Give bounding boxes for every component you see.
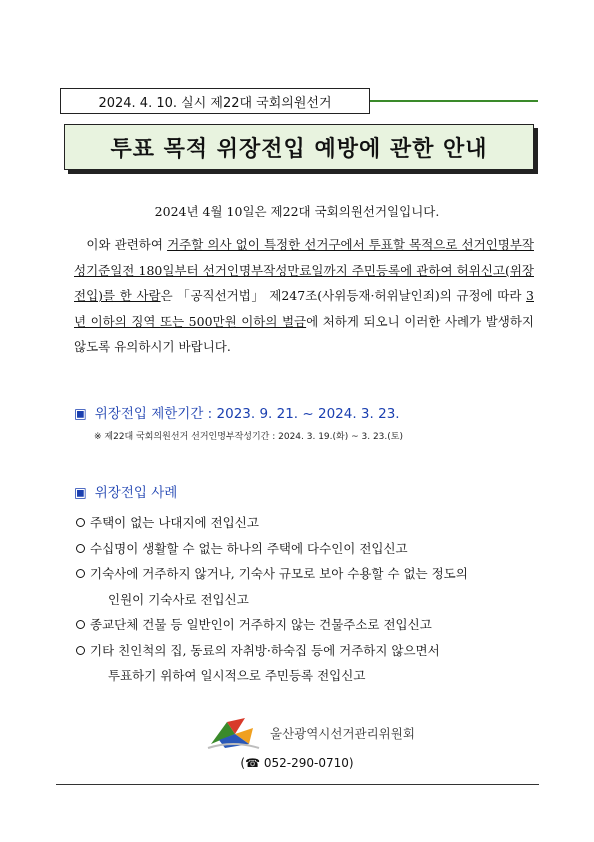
list-item: 종교단체 건물 등 일반인이 거주하지 않는 건물주소로 전입신고: [76, 612, 536, 638]
circle-bullet-icon: [76, 518, 85, 527]
list-item: 기타 친인척의 집, 동료의 자취방·하숙집 등에 거주하지 않으면서 투표하기 위하여 일시적으로 주민등록 전입신고: [76, 638, 536, 689]
list-item: 기숙사에 거주하지 않거나, 기숙사 규모로 보아 수용할 수 없는 정도의 인원이 기숙사로 전입신고: [76, 561, 536, 612]
restriction-period-text: 위장전입 제한기간 : 2023. 9. 21. ~ 2024. 3. 23.: [94, 406, 400, 422]
circle-bullet-icon: [76, 620, 85, 629]
election-date-banner: [60, 88, 370, 114]
circle-bullet-icon: [76, 569, 85, 578]
page-title: 투표 목적 위장전입 예방에 관한 안내: [110, 136, 488, 162]
penalty-text: 3년 이하의 징역 또는 500만원 이하의 벌금: [74, 288, 534, 329]
title-box: [64, 124, 534, 170]
election-date-line: 2024년 4월 10일은 제22대 국회의원선거일입니다.: [154, 204, 440, 219]
list-item: 수십명이 생활할 수 없는 하나의 주택에 다수인이 전입신고: [76, 536, 536, 562]
registration-period-note: ※ 제22대 국회의원선거 선거인명부작성기간 : 2024. 3. 19.(화) ~ 3. 23.(토): [94, 432, 403, 442]
notice-paragraph: [74, 232, 534, 360]
section-marker-icon: ▣: [74, 406, 87, 422]
list-item: 주택이 없는 나대지에 전입신고: [76, 510, 536, 536]
header-rule: [370, 100, 538, 102]
election-line: 2024. 4. 10. 실시 제22대 국회의원선거: [98, 95, 332, 111]
circle-bullet-icon: [76, 544, 85, 553]
cases-heading: [74, 481, 177, 501]
restriction-period-heading: [74, 402, 400, 422]
paragraph-mid: 은 「공직선거법」 제247조(사위등재·허위날인죄)의 규정에 따라: [160, 288, 527, 303]
cases-heading-text: 위장전입 사례: [94, 485, 178, 501]
offense-description: 거주할 의사 없이 특정한 선거구에서 투표할 목적으로 선거인명부작성기준일전 180일부터 선거인명부작성만료일까지 주민등록에 관하여 허위신고(위장전입)를 한 사람: [74, 237, 534, 303]
paragraph-tail: 에 처하게 되오니 이러한 사례가 발생하지 않도록 유의하시기 바랍니다.: [74, 313, 534, 354]
paragraph-lead: 이와 관련하여: [86, 237, 168, 252]
contact-phone: (☎ 052-290-0710): [240, 756, 354, 770]
section-marker-icon: ▣: [74, 485, 87, 501]
case-list: [76, 510, 536, 689]
footer-rule: [56, 784, 539, 785]
org-name: 울산광역시선거관리위원회: [270, 726, 415, 741]
circle-bullet-icon: [76, 646, 85, 655]
election-commission-logo-icon: [205, 714, 265, 752]
